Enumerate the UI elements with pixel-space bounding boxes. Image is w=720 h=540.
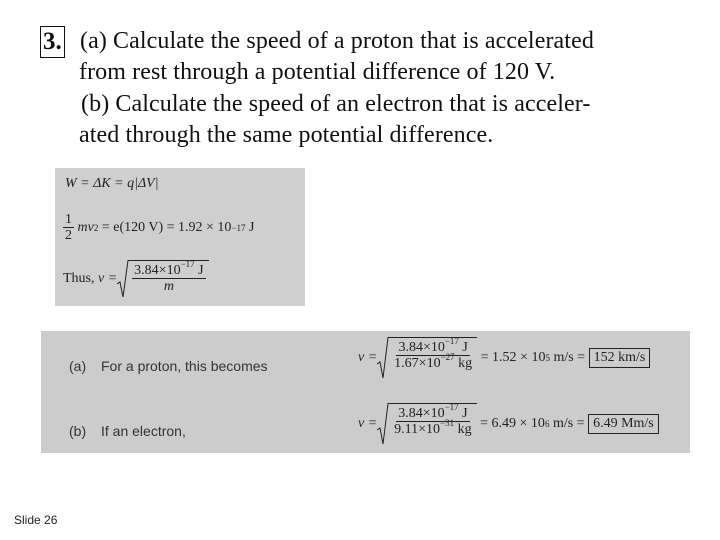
answer-b-boxed-result: 6.49 Mm/s — [588, 414, 659, 434]
answer-b-label: (b) — [69, 423, 87, 439]
work-energy-equation: W = ΔK = q|ΔV| — [65, 176, 159, 191]
half-fraction: $\frac{1}{2}$ — [65, 212, 72, 243]
problem-line-1: (a) Calculate the speed of a proton that is accelerated — [80, 28, 594, 54]
derivation-box — [55, 168, 305, 306]
answer-a-equation: v = $\frac{3.84\times 10^{-17} J}{1.67\times 10^{-27} kg}$ = 1.52 × 10 5 m/s = 152 km/s — [358, 337, 650, 379]
answer-b-text: If an electron, — [101, 423, 186, 439]
answer-a-text: For a proton, this becomes — [101, 358, 268, 374]
problem-number: 3. — [40, 26, 65, 58]
kinetic-energy-equation: $\frac{1}{2}$ mv 2 = e(120 V) = 1.92 × 10 −17 J — [65, 212, 255, 243]
problem-line-2: from rest through a potential difference of 120 V. — [79, 59, 556, 85]
answer-a-label: (a) — [69, 358, 87, 374]
answers-box — [41, 331, 690, 453]
square-root: $\frac{3.84\times 10^{-17} J}{1.67\times 10^{-27} kg}$ — [377, 337, 477, 379]
problem-line-3: (b) Calculate the speed of an electron that is acceler- — [81, 91, 591, 117]
radical-sign-icon — [377, 403, 389, 445]
speed-expression: Thus, v = $\frac{3.84\times 10^{-17} J}{m}$ — [63, 260, 209, 298]
slide-number: Slide 26 — [14, 513, 58, 527]
square-root: $\frac{3.84\times 10^{-17} J}{m}$ — [117, 260, 208, 298]
radical-sign-icon — [117, 260, 129, 298]
answer-b-equation: v = $\frac{3.84\times 10^{-17} J}{9.11\times 10^{-31} kg}$ = 6.49 × 10 6 m/s = 6.49 Mm/s — [358, 403, 659, 445]
problem-line-4: ated through the same potential difference. — [79, 122, 494, 148]
answer-a-boxed-result: 152 km/s — [589, 348, 651, 368]
radical-sign-icon — [377, 337, 389, 379]
square-root: $\frac{3.84\times 10^{-17} J}{9.11\times 10^{-31} kg}$ — [377, 403, 476, 445]
